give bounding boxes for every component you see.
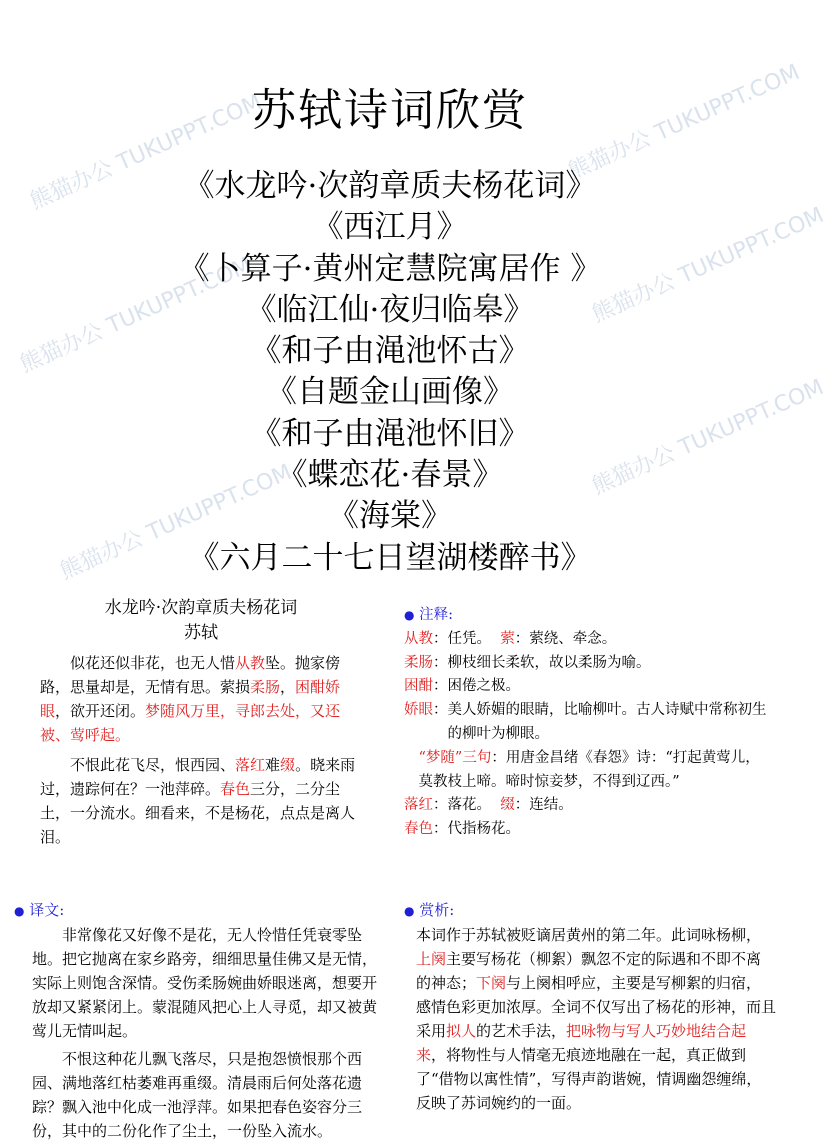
analysis-heading: 赏析:: [419, 901, 455, 919]
poem-text: 三分，二分尘土，一分流水。细看来，不是杨花，点点是离人泪。: [40, 780, 356, 846]
note-term: 困酣: [404, 678, 433, 695]
highlight-term: 缀: [280, 756, 296, 774]
translation-body: [14, 923, 380, 1143]
note-term: 娇眼: [404, 702, 433, 719]
poem-panel: [40, 596, 362, 849]
translation-panel: [14, 898, 380, 1140]
poem-text: 不恨此花飞尽，恨西园、: [70, 756, 236, 774]
page-title: 苏轼诗词欣赏: [252, 85, 528, 136]
watermark: 熊猫办公 TUKUPPT.COM: [56, 459, 296, 585]
watermark: 熊猫办公 TUKUPPT.COM: [588, 374, 828, 500]
analysis-text: [404, 923, 776, 1115]
analysis-segment: 主要写杨花（柳絮）飘忽不定的际遇和不即不离的神态；: [416, 950, 762, 992]
poem-text: 坠。抛家傍路，思量却是，无情有思。萦损: [40, 654, 341, 696]
translation-heading: 译文:: [29, 901, 65, 919]
note-term: 柔肠: [404, 654, 433, 671]
highlight-term: 梦随风万里，寻郎去处，又还被、莺呼起。: [40, 702, 341, 744]
note-text: ：连结。: [514, 797, 573, 814]
poem-text: ，欲开还闭。: [55, 702, 146, 720]
poem-text: 似花还似非花，也无人惜: [70, 654, 236, 672]
note-item: [404, 794, 774, 818]
note-item: [404, 818, 774, 842]
toc-item: 《水龙吟·次韵章质夫杨花词》: [183, 168, 597, 204]
watermark: 熊猫办公 TUKUPPT.COM: [26, 89, 266, 215]
note-text: ：用唐金昌绪《春怨》诗：“打起黄莺儿，莫教枝上啼。啼时惊妾梦，不得到辽西。”: [418, 749, 760, 790]
notes-panel: [404, 604, 774, 842]
analysis-heading-row: [404, 898, 776, 923]
note-item: [404, 747, 774, 795]
note-term: 春色: [404, 821, 433, 838]
toc-item: 《临江仙·夜归临皋》: [245, 291, 535, 328]
poem-title: 水龙吟·次韵章质夫杨花词: [104, 598, 298, 618]
note-text: ：困倦之极。: [433, 678, 520, 695]
highlight-term: 困酣娇眼: [40, 678, 341, 720]
analysis-panel: [404, 898, 777, 1112]
bullet-icon: ●: [404, 904, 415, 918]
highlight-term: 从教: [235, 654, 266, 672]
highlight-term: 把咏物与写人巧妙地结合起来: [416, 1022, 747, 1064]
translation-paragraph: 不恨这种花儿飘飞落尽，只是抱怨愤恨那个西园、满地落红枯萎难再重缀。清晨雨后何处落花遗踪？飘入池中化成一池浮萍。如果把春色姿容分三份，其中的二份化作了尘土，一份坠入流水。: [32, 1050, 363, 1140]
analysis-segment: 本词作于苏轼被贬谪居黄州的第二年。此词咏杨柳，: [416, 926, 762, 944]
notes-heading-row: [404, 604, 774, 628]
watermark: 熊猫办公 TUKUPPT.COM: [588, 202, 828, 328]
note-text: ：落花。: [433, 797, 491, 814]
note-item: [404, 652, 774, 676]
toc-item: 《和子由渑池怀古》: [250, 333, 530, 370]
poem-text: 。晓来雨过，遗踪何在？一池萍碎。: [40, 756, 356, 798]
toc-item: 《蝶恋花·春景》: [276, 457, 504, 494]
watermark: 熊猫办公 TUKUPPT.COM: [16, 252, 256, 378]
poem-toc: [0, 166, 780, 579]
poem-stanza-1: [40, 651, 362, 747]
poem-author: 苏轼: [184, 623, 218, 643]
highlight-term: 下阕: [476, 974, 507, 992]
note-item: [404, 628, 774, 652]
note-term: 萦: [500, 630, 515, 647]
note-text: ：代指杨花。: [433, 821, 520, 838]
highlight-term: 上阕: [416, 950, 447, 968]
note-text: ：萦绕、牵念。: [514, 630, 617, 647]
toc-item: 《海棠》: [328, 498, 452, 535]
note-term: 从教: [404, 630, 433, 647]
watermark: 熊猫办公 TUKUPPT.COM: [564, 59, 804, 185]
poem-text: ，: [280, 678, 296, 696]
bullet-icon: ●: [404, 608, 415, 622]
highlight-term: 落红: [235, 756, 266, 774]
analysis-segment: ，将物性与人情毫无痕迹地融在一起，真正做到了“借物以寓性情”，写得声韵谐婉，情调幽怨缠绵，反映了苏词婉约的一面。: [416, 1046, 762, 1112]
toc-item: 《自题金山画像》: [266, 374, 514, 411]
note-term: 落红: [404, 797, 433, 814]
notes-heading: 注释:: [419, 607, 453, 623]
poem-stanza-2: [40, 753, 362, 849]
highlight-term: 拟人: [446, 1022, 477, 1040]
note-term: “梦随”三句: [418, 749, 492, 766]
toc-item: 《西江月》: [312, 209, 468, 246]
translation-paragraph: 非常像花又好像不是花，无人怜惜任凭衰零坠地。把它抛离在家乡路旁，细细思量佳佛又是无情，实际上则饱含深情。受伤柔肠婉曲娇眼迷离，想要开放却又紧紧闭上。蒙混随风把心上人寻觅，却又被黄莺儿无情叫起。: [32, 926, 378, 1040]
bullet-icon: ●: [14, 904, 25, 918]
note-term: 缀: [500, 797, 515, 814]
highlight-term: 春色: [220, 780, 251, 798]
note-item: [404, 675, 774, 699]
poem-text: 难: [265, 756, 281, 774]
note-text: ：柳枝细长柔软，故以柔肠为喻。: [433, 654, 651, 671]
toc-item: 《和子由渑池怀旧》: [250, 415, 530, 452]
analysis-segment: 的艺术手法，: [476, 1022, 567, 1040]
translation-heading-row: [14, 898, 380, 923]
toc-item: 《卜算子·黄州定慧院寓居作 》: [178, 250, 602, 287]
note-text: ：任凭。: [433, 630, 491, 647]
highlight-term: 柔肠: [250, 678, 281, 696]
toc-item: 《六月二十七日望湖楼醉书》: [188, 539, 592, 576]
note-text: ：美人娇媚的眼睛，比喻柳叶。古人诗赋中常称初生的柳叶为柳眼。: [433, 702, 767, 742]
note-item: [404, 699, 774, 747]
analysis-segment: 与上阕相呼应，主要是写柳絮的归宿，感情色彩更加浓厚。全词不仅写出了杨花的形神，而且采用: [416, 974, 777, 1040]
